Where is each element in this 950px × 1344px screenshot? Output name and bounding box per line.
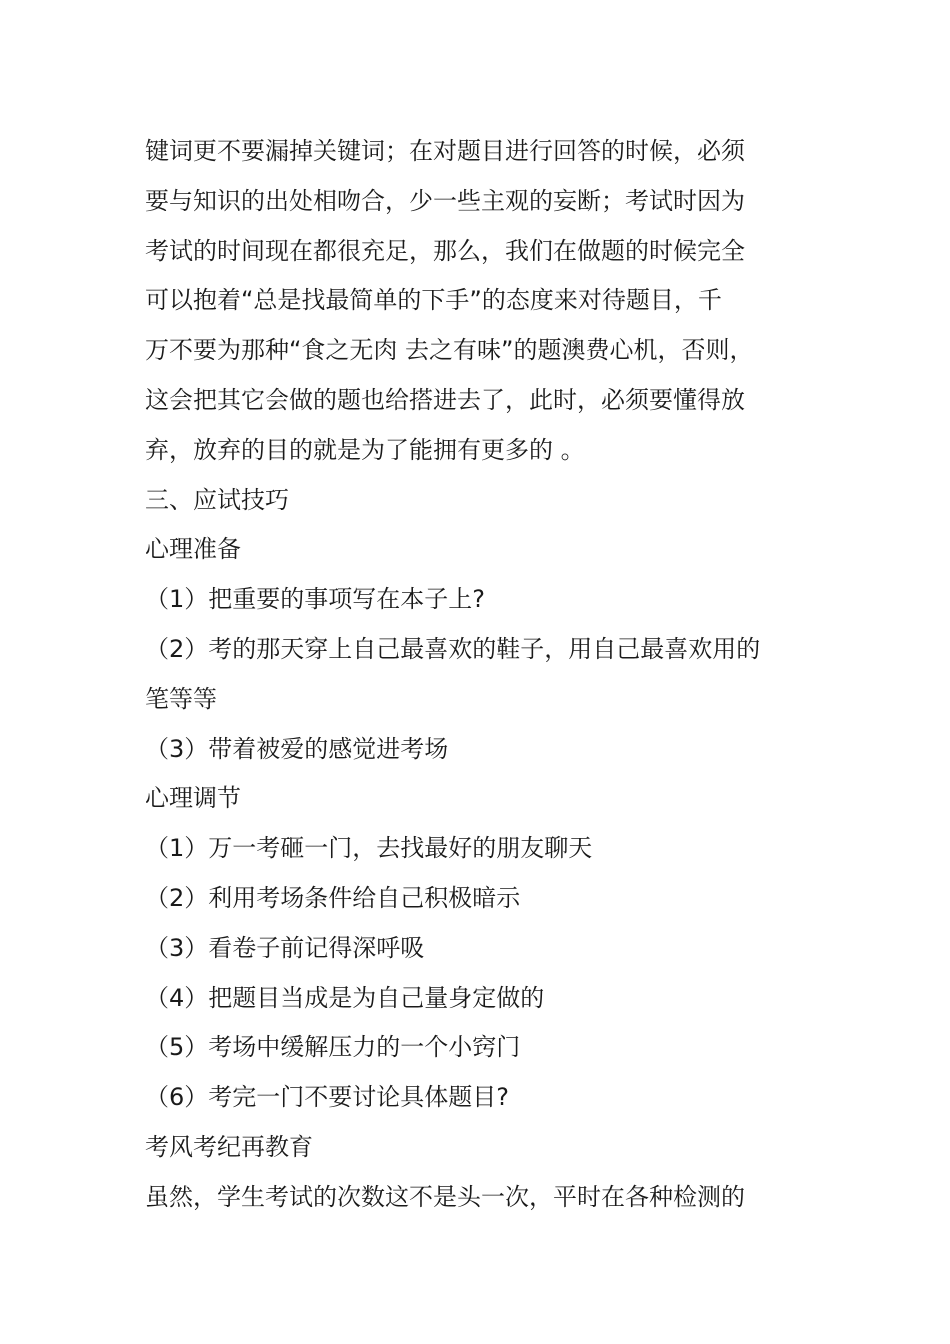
paragraph-line: 键词更不要漏掉关键词；在对题目进行回答的时候，必须: [145, 137, 745, 165]
paragraph-line: 考试的时间现在都很充足，那么，我们在做题的时候完全: [145, 236, 745, 265]
list-item: （2）考的那天穿上自己最喜欢的鞋子，用自己最喜欢用的: [145, 634, 761, 663]
list-item: （1）万一考砸一门，去找最好的朋友聊天: [145, 834, 593, 863]
paragraph-line: 可以抱着“总是找最简单的下手”的态度来对待题目，千: [145, 286, 722, 315]
list-item: （5）考场中缓解压力的一个小窍门: [145, 1033, 521, 1062]
subsection-heading: 考风考纪再教育: [145, 1132, 313, 1161]
list-item: （1）把重要的事项写在本子上?: [145, 585, 486, 614]
list-item: （6）考完一门不要讨论具体题目?: [145, 1083, 510, 1112]
list-item: （3）带着被爱的感觉进考场: [145, 734, 449, 763]
list-item: （3）看卷子前记得深呼吸: [145, 933, 425, 962]
subsection-heading: 心理调节: [145, 784, 241, 813]
paragraph-line: 虽然，学生考试的次数这不是头一次，平时在各种检测的: [145, 1182, 745, 1211]
paragraph-line: 万不要为那种“食之无肉 去之有味”的题澳费心机，否则，: [145, 336, 754, 365]
paragraph-line: 这会把其它会做的题也给搭进去了，此时，必须要懂得放: [145, 385, 745, 414]
list-item-continuation: 笔等等: [145, 684, 217, 713]
subsection-heading: 心理准备: [145, 535, 241, 564]
list-item: （2）利用考场条件给自己积极暗示: [145, 883, 521, 912]
section-heading: 三、应试技巧: [145, 485, 289, 514]
list-item: （4）把题目当成是为自己量身定做的: [145, 983, 545, 1012]
paragraph-line: 要与知识的出处相吻合，少一些主观的妄断；考试时因为: [145, 186, 745, 215]
paragraph-line: 弃，放弃的目的就是为了能拥有更多的 。: [145, 435, 585, 464]
document-body: [145, 127, 830, 1223]
